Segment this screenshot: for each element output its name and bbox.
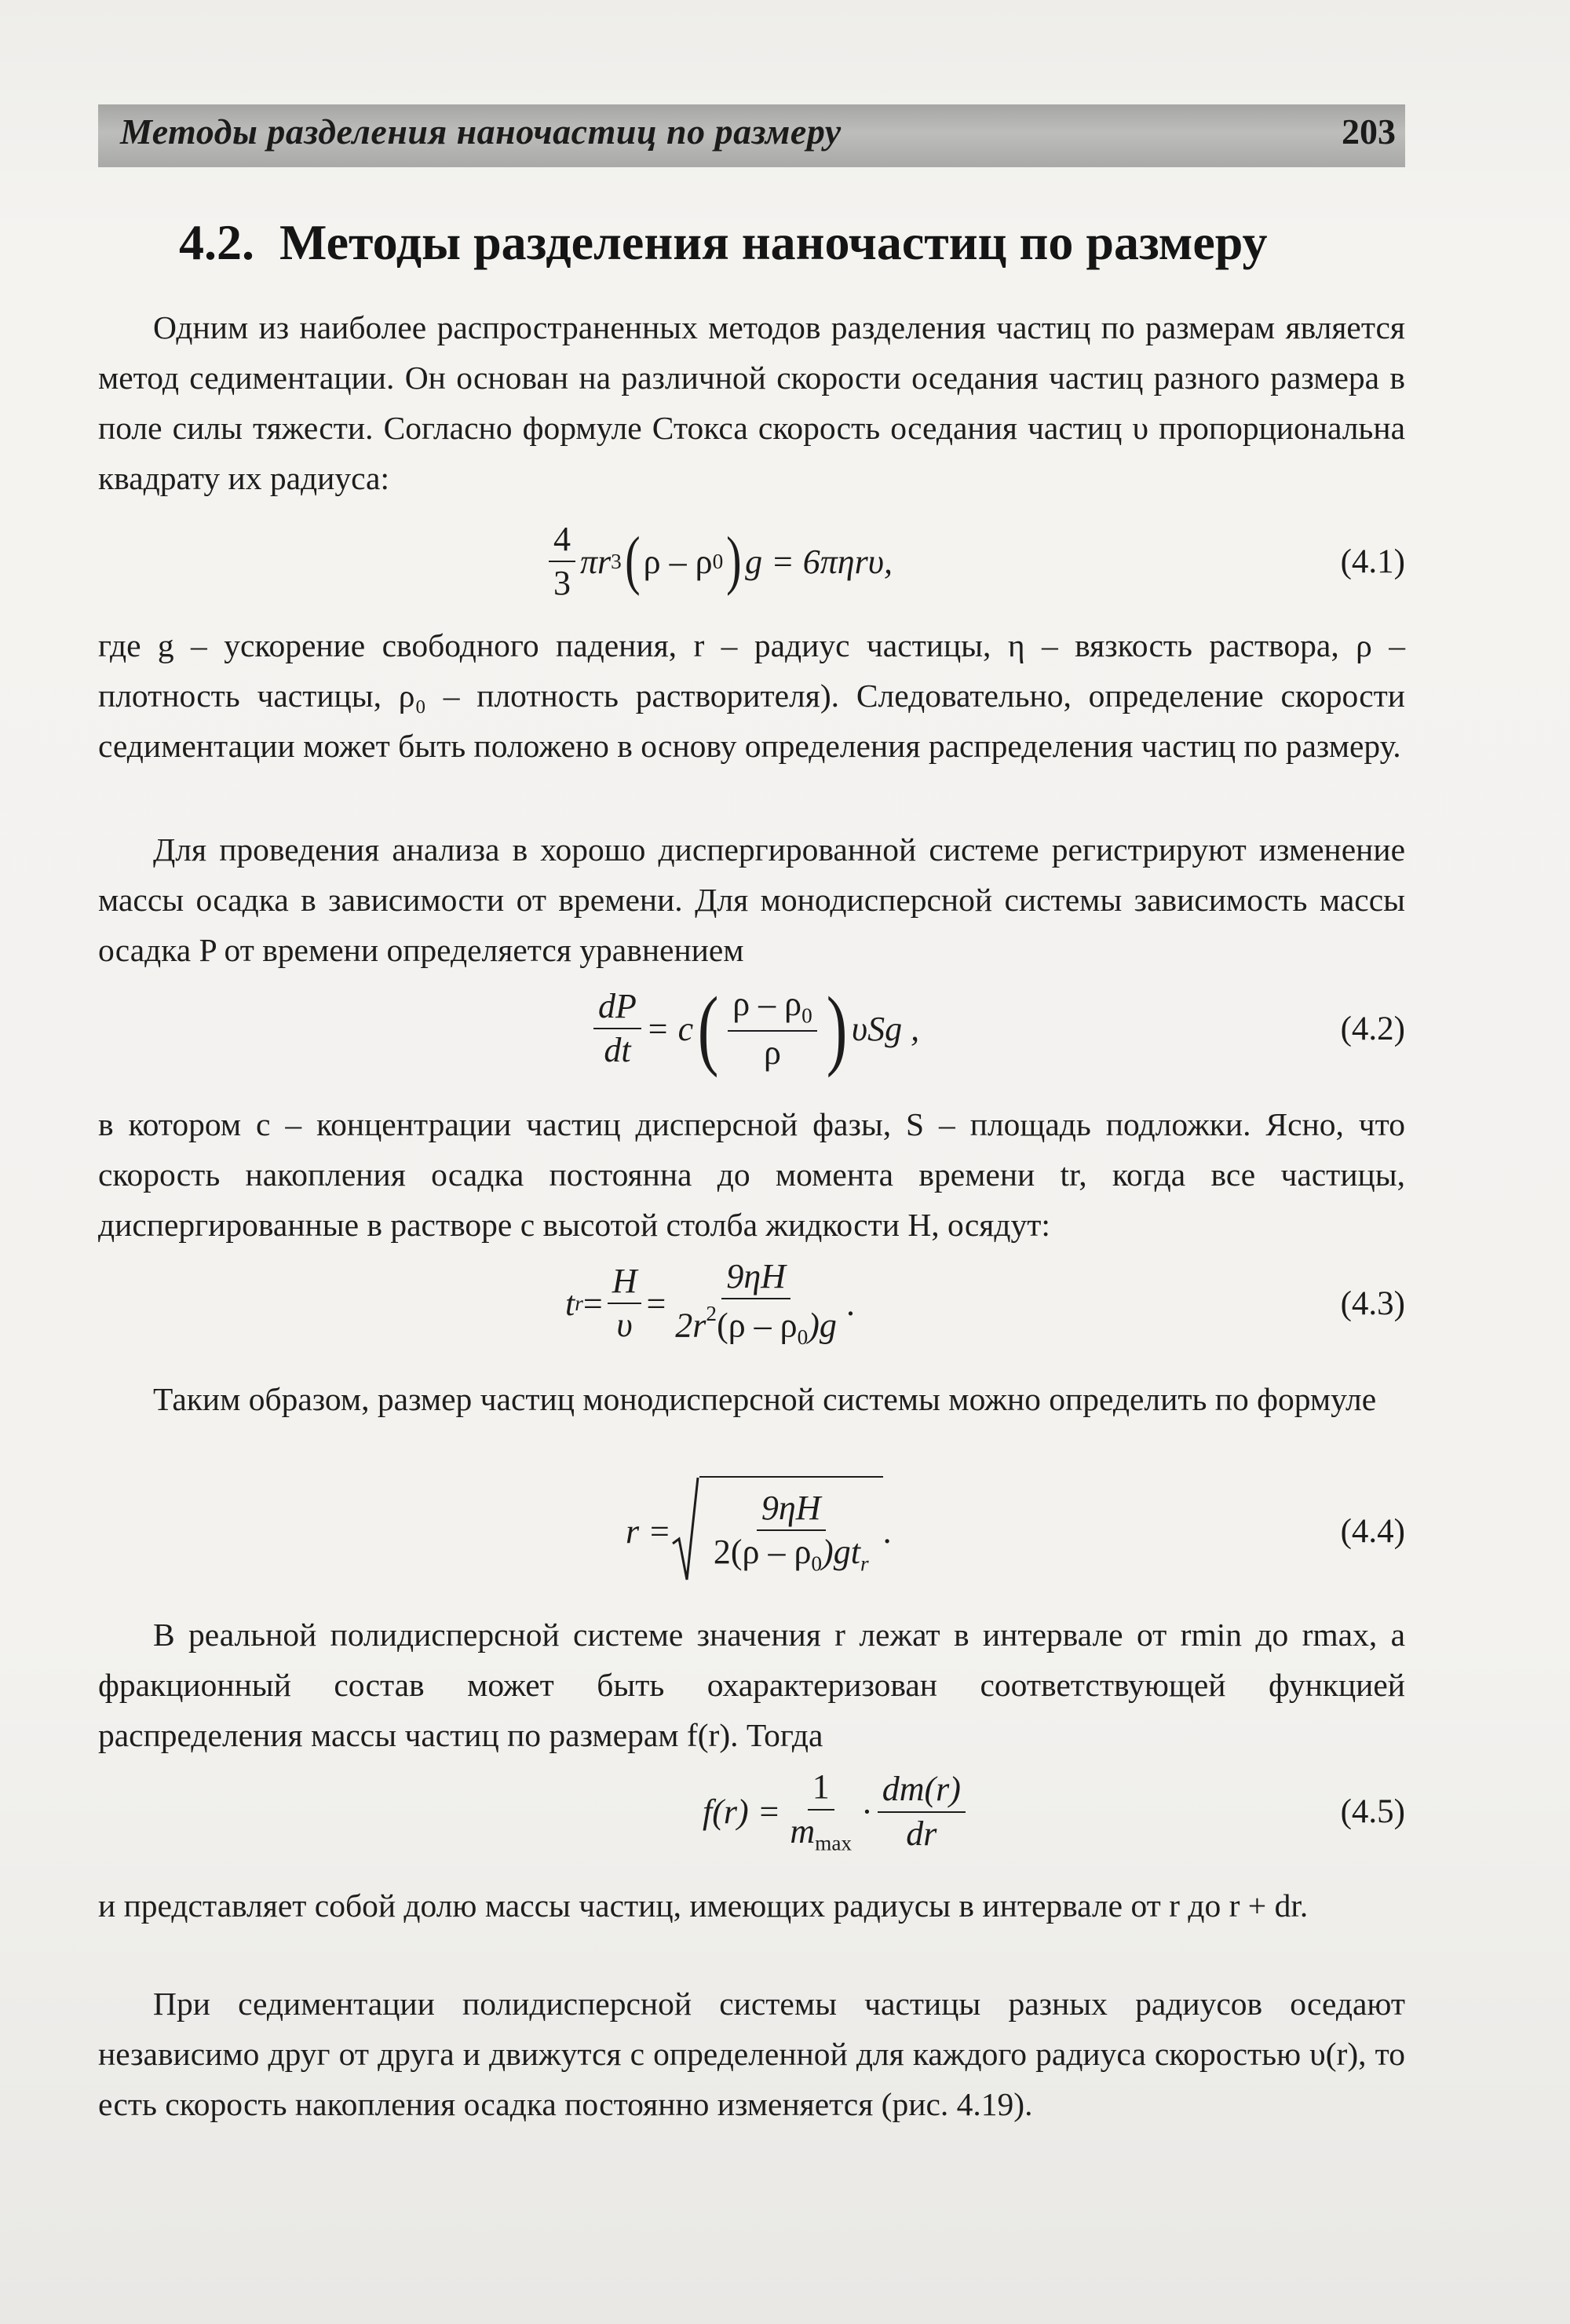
equation-number: (4.5) [1340, 1793, 1405, 1830]
fraction [878, 1771, 966, 1851]
numerator: 1 [808, 1769, 834, 1810]
paragraph-text: В реальной полидисперсной системе значения r лежат в интервале от rmin до rmax, а фракционный состав может быть охарактеризован соответствующей функцией распределения массы частиц по размерам f(r). Тогда [98, 1617, 1405, 1753]
equation-4-4 [98, 1472, 1405, 1590]
paragraph-4 [98, 1099, 1405, 1250]
numerator: dm(r) [878, 1771, 966, 1812]
equation-body: $\frac{4}{3}$ πr 3 ( ρ – ρ 0 ) g = 6πηrυ, [544, 514, 893, 608]
equation-number: (4.2) [1340, 1010, 1405, 1047]
fraction [785, 1769, 856, 1854]
paragraph-text: и представляет собой долю массы частиц, имеющих радиусы в интервале от r до r + dr. [98, 1887, 1309, 1924]
running-header [98, 104, 1405, 167]
fraction [549, 521, 575, 601]
denominator: 3 [553, 564, 571, 602]
fraction [728, 986, 817, 1071]
paragraph-text: Для проведения анализа в хорошо диспергированной системе регистрируют изменение массы осадка в зависимости от времени. Для монодисперсной системы зависимость массы осадка P от времени определяется уравнением [98, 831, 1405, 968]
denominator: $m_{max}$ [790, 1811, 853, 1855]
numerator: 9ηH [757, 1490, 826, 1531]
paragraph-2 [98, 620, 1405, 771]
term: ρ – ρ [643, 542, 713, 581]
exponent: 3 [611, 549, 622, 573]
subscript: 0 [712, 549, 724, 573]
equation-body: f(r) = $\frac{1}{m_{max}}$ · $\frac{dm(r)}{dr}$ [703, 1763, 970, 1861]
denominator: $2(\rho - \rho_0)gt_r$ [713, 1533, 869, 1576]
paragraph-text: где g – ускорение свободного падения, r – радиус частицы, η – вязкость раствора, ρ – плотность частицы, ρ₀ – плотность растворителя). Следовательно, определение скорости седиментации может быть положено в основу определения распределения частиц по размеру. [98, 627, 1405, 764]
numerator: ρ – $\rho_0$ [728, 986, 817, 1032]
paragraph-text: Одним из наиболее распространенных методов разделения частиц по размерам является метод седиментации. Он основан на различной скорости оседания частиц разного размера в поле силы тяжести. Согласно формуле Стокса скорость оседания частиц υ пропорциональна квадрату их радиуса: [98, 309, 1405, 496]
fraction [593, 988, 641, 1069]
section-number: 4.2. [179, 214, 254, 270]
equation-4-2 [98, 974, 1405, 1083]
equation-body: t r = $\frac{H}{\upsilon}$ = $\frac{9\eta H}{2r^2(\rho - \rho_0)g}$ . [565, 1256, 855, 1349]
equation-4-3 [98, 1252, 1405, 1354]
running-title: Методы разделения наночастиц по размеру [120, 111, 842, 152]
page-number: 203 [1342, 111, 1396, 152]
equation-number: (4.3) [1340, 1284, 1405, 1322]
section-title: Методы разделения наночастиц по размеру [279, 214, 1268, 270]
term: g = 6πηrυ, [745, 542, 893, 581]
section-heading [179, 214, 1268, 272]
numerator: dP [593, 988, 641, 1029]
term: = c [645, 1009, 694, 1048]
fraction [709, 1490, 874, 1575]
paragraph-7 [98, 1880, 1405, 1931]
paragraph-text: в котором c – концентрации частиц дисперсной фазы, S – площадь подложки. Ясно, что скорость накопления осадка постоянна до момента времени tr, когда все частицы, диспергированные в растворе с высотой столба жидкости H, осядут: [98, 1106, 1405, 1243]
equation-number: (4.1) [1340, 543, 1405, 580]
denominator: dr [906, 1814, 937, 1853]
paragraph-8 [98, 1979, 1405, 2129]
term: υSg , [851, 1009, 920, 1048]
term: πr [580, 542, 612, 581]
denominator: ρ [764, 1033, 781, 1072]
fraction [670, 1256, 842, 1349]
equation-number: (4.4) [1340, 1512, 1405, 1550]
fraction [608, 1263, 642, 1343]
radical-sign-icon [671, 1476, 699, 1586]
equation-4-1 [98, 514, 1405, 608]
denominator: $2r^2(\rho - \rho_0)g$ [675, 1301, 837, 1349]
paragraph-5 [98, 1374, 1405, 1424]
paragraph-1 [98, 302, 1405, 503]
numerator: 4 [549, 521, 575, 562]
paragraph-text: Таким образом, размер частиц монодисперсной системы можно определить по формуле [153, 1381, 1377, 1417]
paragraph-text: При седиментации полидисперсной системы частицы разных радиусов оседают независимо друг от друга и движутся с определенной для каждого радиуса скоростью υ(r), то есть скорость накопления осадка постоянно изменяется (рис. 4.19). [98, 1986, 1405, 2122]
equation-4-5 [98, 1763, 1405, 1861]
denominator: dt [604, 1031, 631, 1069]
paragraph-3 [98, 824, 1405, 975]
denominator: υ [616, 1306, 633, 1344]
paragraph-6 [98, 1610, 1405, 1760]
numerator: H [608, 1263, 642, 1304]
equation-body: r = $\frac{9\eta H}{2(\rho - \rho_0)gt_r}$ . [626, 1472, 892, 1590]
equation-body: $\frac{dP}{dt}$ = c ( $\frac{\rho - \rho_0}{\rho}$ ) υSg , [589, 974, 919, 1083]
numerator: 9ηH [721, 1259, 790, 1299]
square-root [671, 1476, 883, 1586]
